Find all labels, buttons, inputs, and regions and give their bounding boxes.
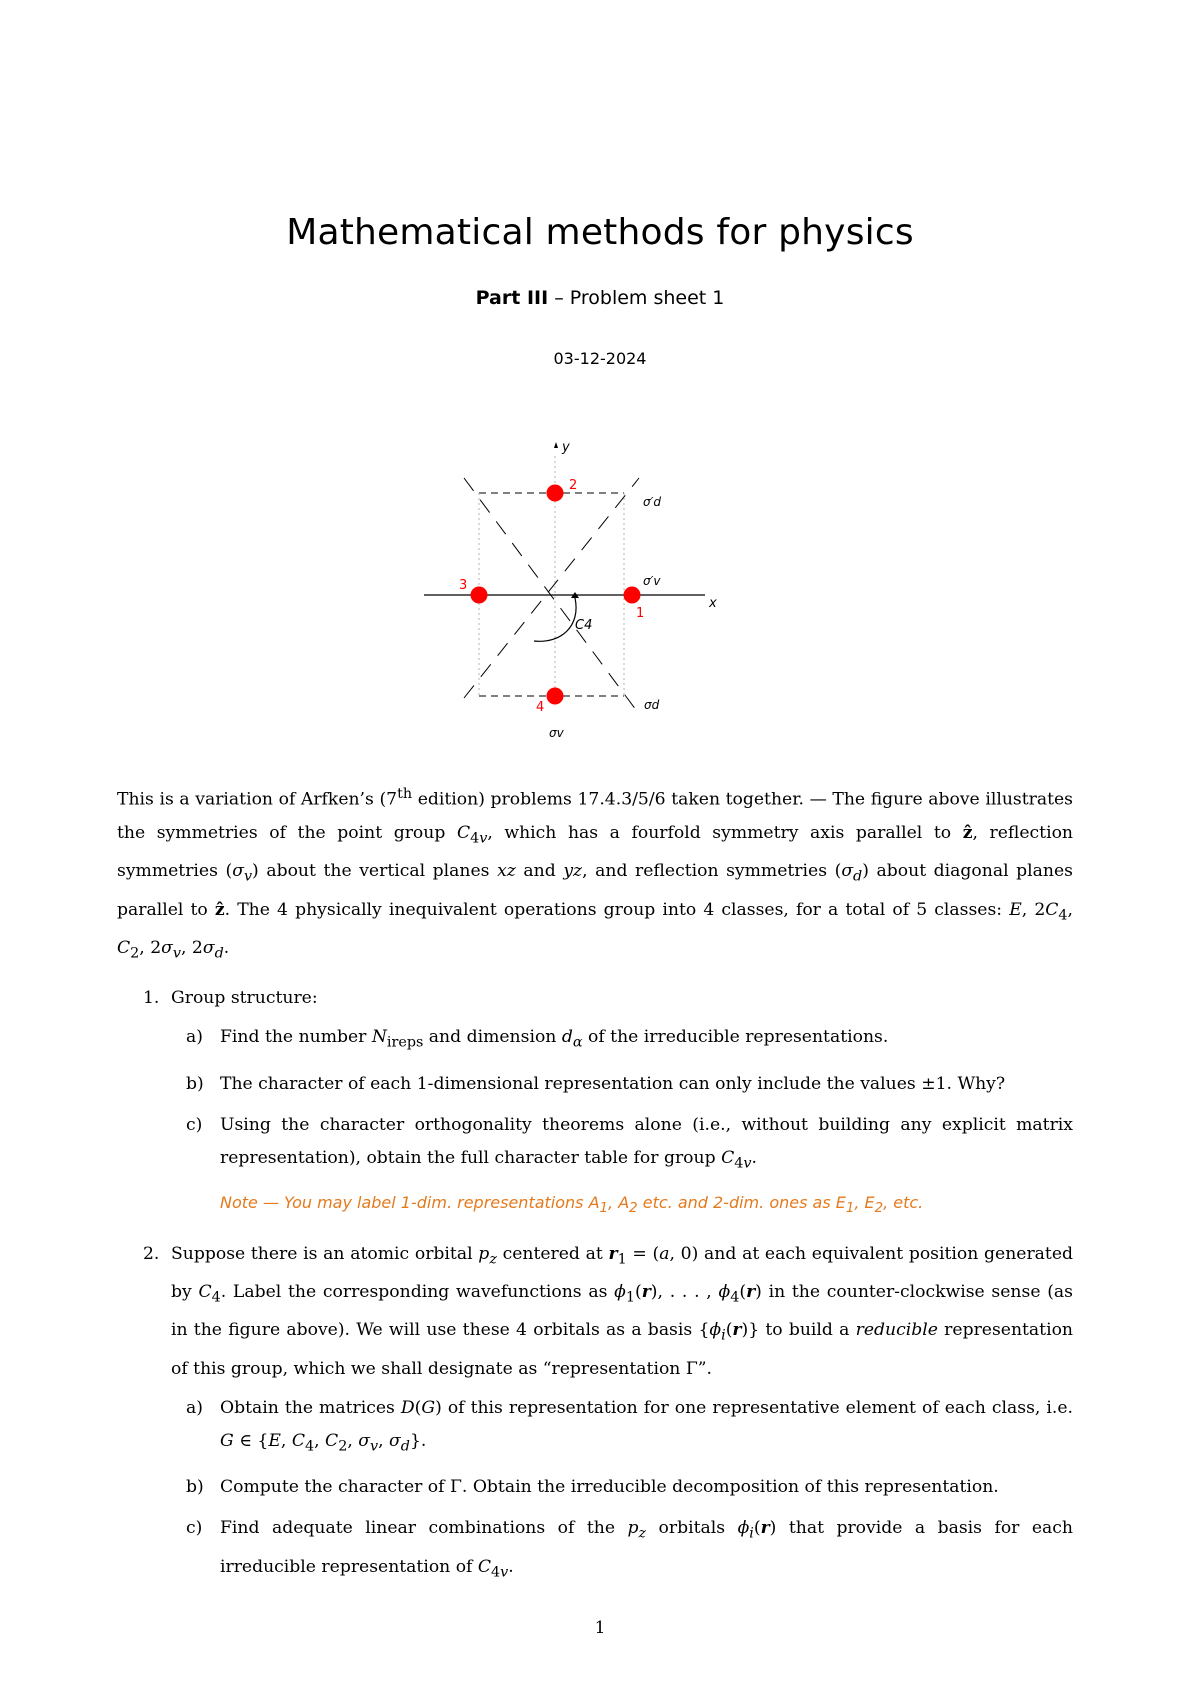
subproblem-letter: c) (186, 1518, 203, 1539)
subtitle-part: Part III (475, 287, 549, 309)
problem-number: 1. (143, 988, 160, 1009)
diagonal-planes (464, 478, 639, 714)
subproblem (171, 1021, 1073, 1059)
site-label-3: 3 (459, 578, 468, 593)
subproblem-letter: b) (186, 1477, 204, 1498)
rotation-arc (534, 598, 576, 641)
sigma-v-prime-label: σ′v (643, 574, 661, 588)
problem-1 (117, 982, 1073, 1225)
rotation-label: C4 (575, 618, 593, 633)
site-4 (547, 688, 564, 705)
subproblem (171, 1512, 1073, 1589)
document-body (117, 778, 1073, 1601)
site-label-1: 1 (636, 606, 645, 621)
c4v-symmetry-figure (419, 436, 779, 746)
subtitle-sheet: – Problem sheet 1 (548, 287, 725, 309)
site-3 (471, 587, 488, 604)
y-axis-label: y (562, 440, 570, 455)
sigma-v-label: σv (549, 726, 564, 740)
problem-heading: Suppose there is an atomic orbital $p_z$ centered at $r_1 = (a$, 0) and at each equivalent position generated by $C_4$. Label the corresponding wavefunctions as $\phi_1(r)$, . . . , $\phi_4(r)$ in the counter-clockwise sense (as in the figure above). We will use these 4 orbitals as a basis $\{\phi_i(r)\}$ to build a reducible representation of this group, which we shall designate as “representation Γ”. (171, 1243, 1073, 1379)
subproblem (171, 1068, 1073, 1101)
subproblem-text: Find the number $N_{ireps}$ and dimension $d_\alpha$ of the irreducible representations. (220, 1027, 889, 1051)
problem-2 (117, 1238, 1073, 1590)
site-2 (547, 485, 564, 502)
document-title: Mathematical methods for physics (286, 212, 914, 253)
subproblem (171, 1392, 1073, 1463)
subproblem (171, 1109, 1073, 1226)
subproblem-text: Compute the character of Γ. Obtain the irreducible decomposition of this representation. (220, 1477, 999, 1498)
subproblem (171, 1471, 1073, 1504)
subproblem-text: The character of each 1-dimensional representation can only include the values ±1. Why? (220, 1073, 1006, 1094)
document-subtitle (0, 287, 1200, 309)
sigma-d-label: σd (644, 698, 660, 712)
subproblem-letter: b) (186, 1073, 204, 1094)
subproblem-letter: a) (186, 1027, 203, 1048)
x-axis-label: x (709, 596, 717, 611)
subproblem-text: Using the character orthogonality theorems alone (i.e., without building any explicit matrix representation), obtain the full character table for group $C_{4v}$. (220, 1114, 1073, 1172)
subproblem-text: Obtain the matrices D(G) of this representation for one representative element of each class, i.e. G ∈ {E, $C_4$, $C_2$, $\sigma_v$, $\sigma_d$}. (220, 1397, 1073, 1455)
problem-number: 2. (143, 1243, 160, 1264)
page-number: 1 (594, 1618, 606, 1638)
y-axis-arrow (554, 442, 558, 448)
site-label-2: 2 (569, 478, 578, 493)
subproblem-text: Find adequate linear combinations of the $p_z$ orbitals $\phi_i(r)$ that provide a basis for each irreducible representation of $C_{4v}$. (220, 1518, 1073, 1581)
site-1 (624, 587, 641, 604)
sigma-d-prime-label: σ′d (643, 495, 661, 509)
subproblem-letter: a) (186, 1397, 203, 1418)
intro-paragraph: This is a variation of Arfken’s (7th edition) problems 17.4.3/5/6 taken together. — The figure above illustrates the symmetries of the point group $C_{4v}$, which has a fourfold symmetry axis parallel to ẑ, reflection symmetries $(\sigma_v)$ about the vertical planes xz and yz, and reflection symmetries $(\sigma_d)$ about diagonal planes parallel to ẑ. The 4 physically inequivalent operations group into 4 classes, for a total of 5 classes: E, $2C_4$, $C_2$, $2\sigma_v$, $2\sigma_d$. (117, 786, 1073, 962)
subproblem-list (171, 1392, 1073, 1589)
site-label-4: 4 (536, 700, 545, 715)
subproblem-letter: c) (186, 1114, 203, 1135)
problem-list (117, 982, 1073, 1589)
labeling-note: Note — You may label 1-dim. representations $A_1$, $A_2$ etc. and 2-dim. ones as $E_1$, $E_2$, etc. (220, 1193, 924, 1217)
document-date: 03-12-2024 (553, 349, 647, 368)
problem-heading: Group structure: (171, 988, 318, 1009)
subproblem-list (171, 1021, 1073, 1225)
